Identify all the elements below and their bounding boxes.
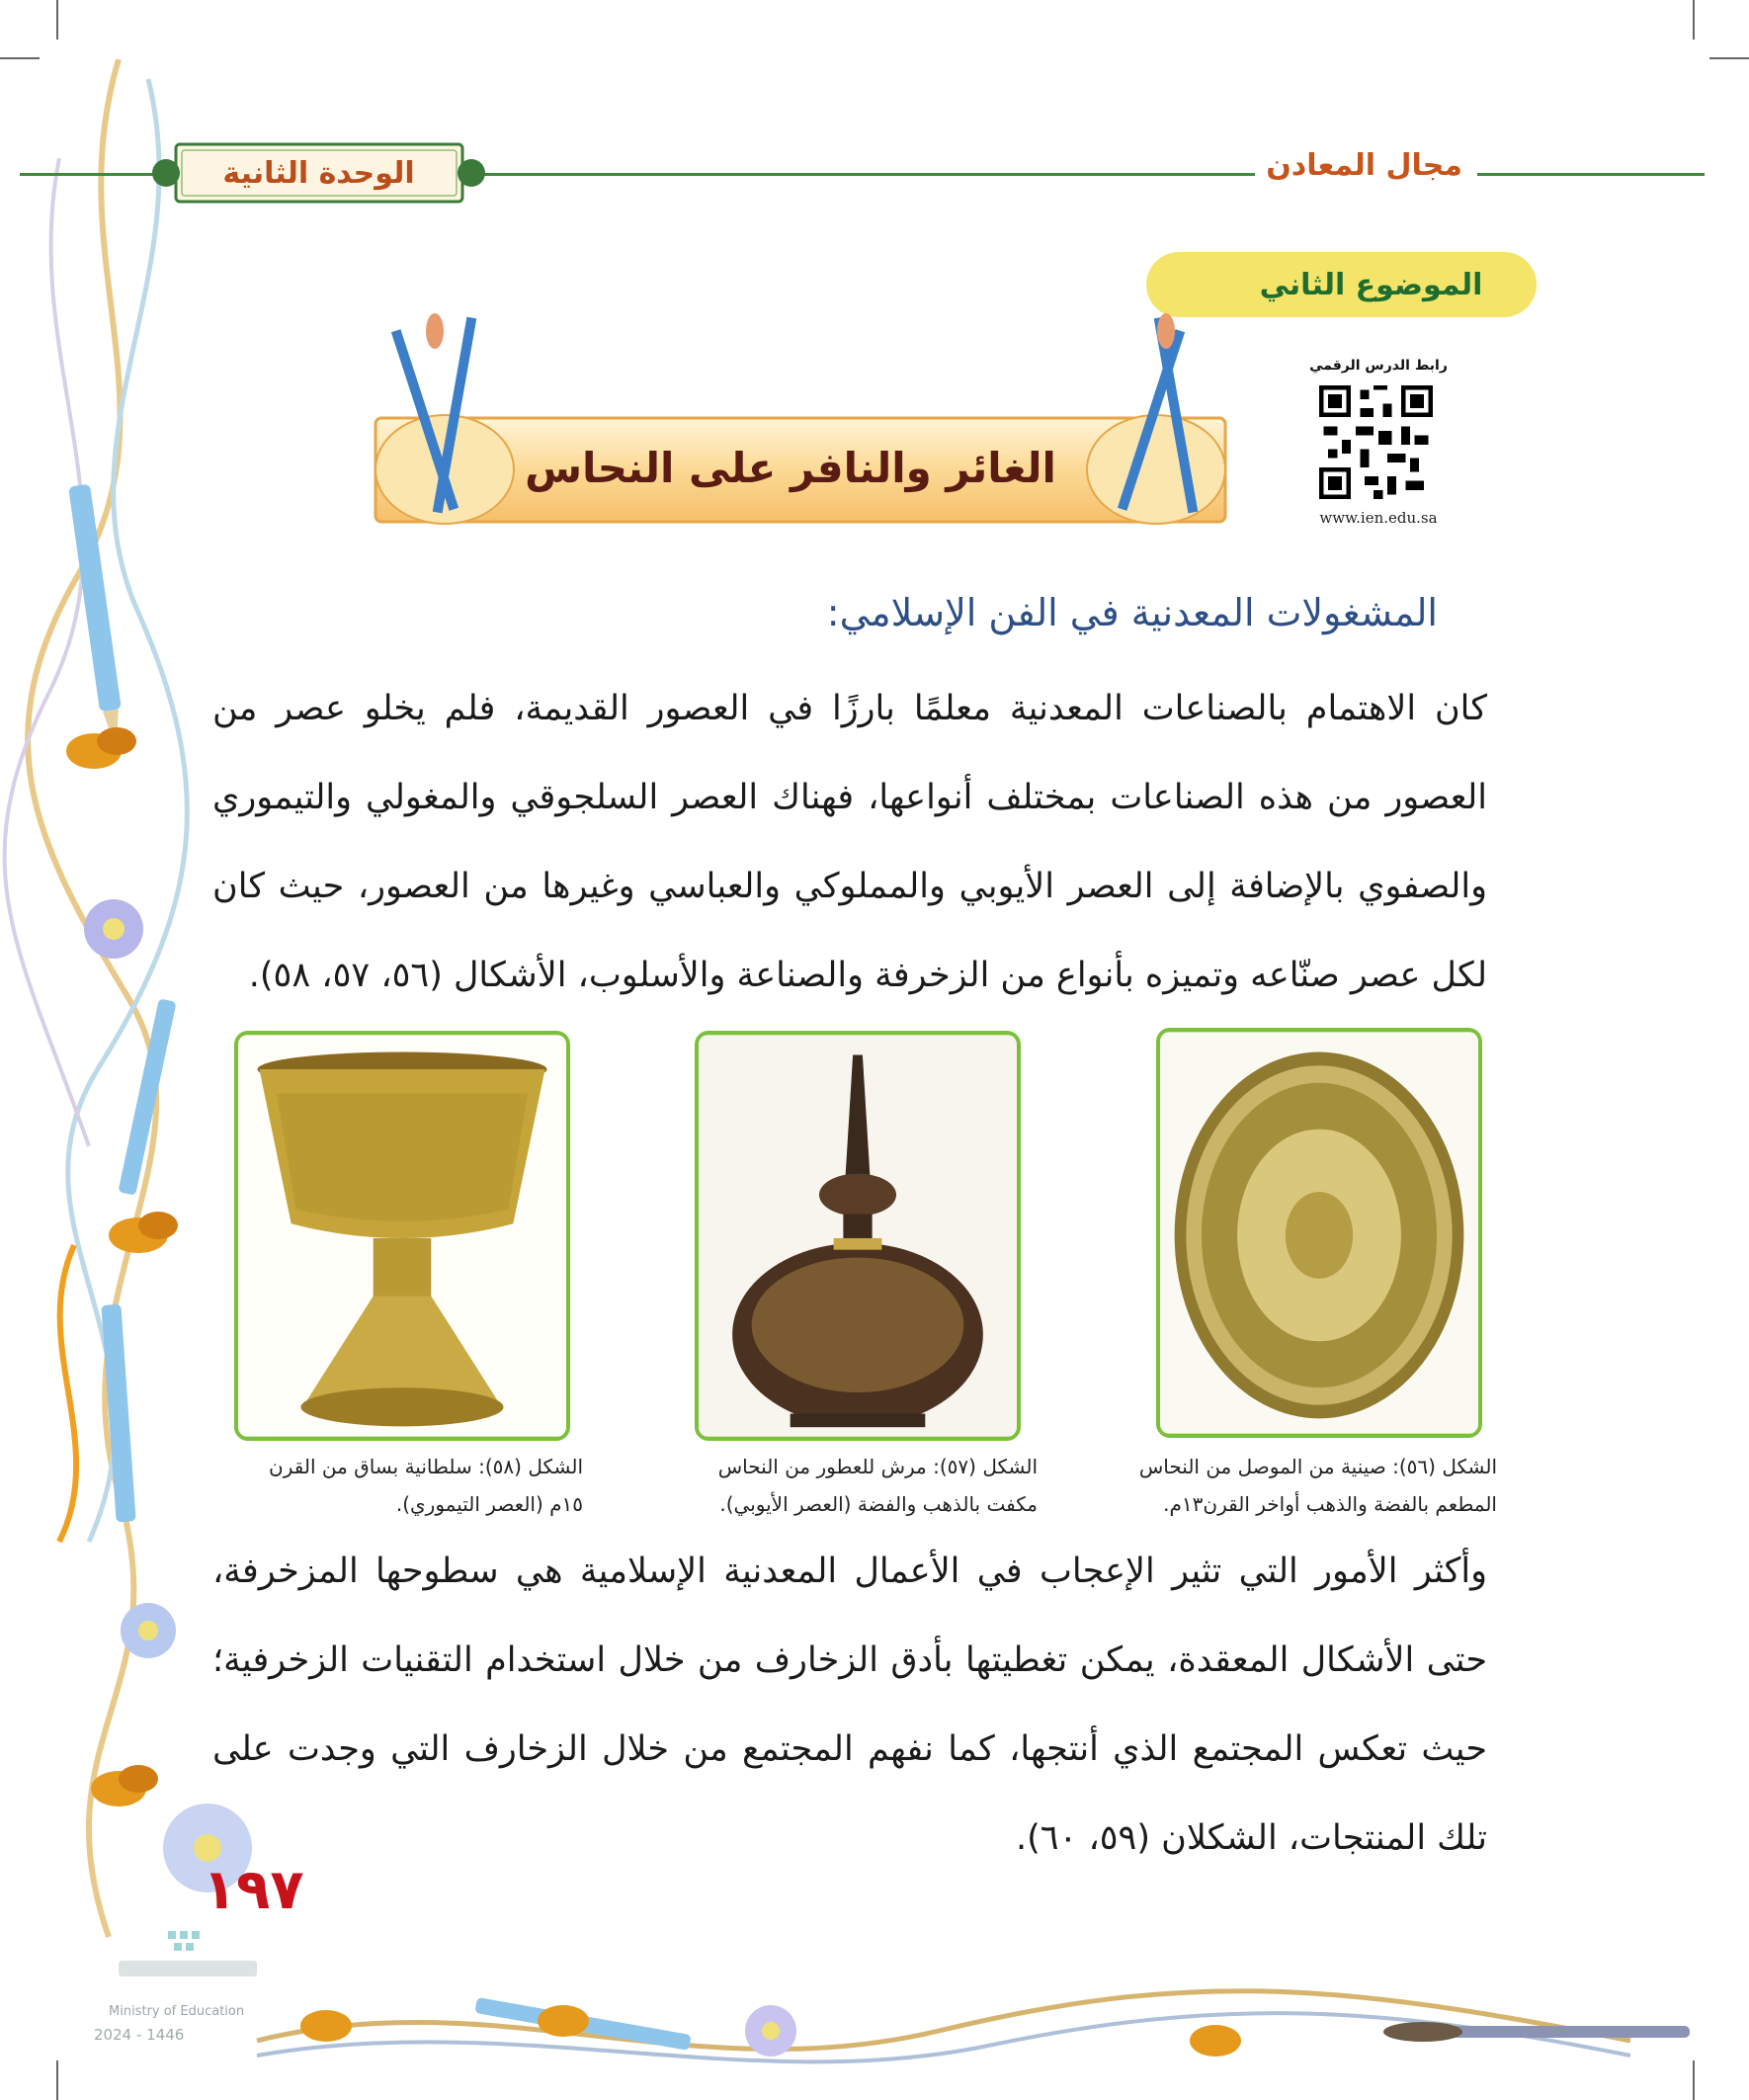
crop-mark [56,0,58,40]
flower-icon [84,899,143,959]
bowl-image [238,1035,566,1437]
field-label: مجال المعادن [1266,148,1462,183]
crop-mark [1693,0,1695,40]
ministry-name: Ministry of Education [109,2004,245,2019]
topic-label: الموضوع الثاني [1259,267,1483,302]
flower-icon [121,1603,176,1658]
caption-line: المطعم بالفضة والذهب أواخر القرن١٣م. [1163,1492,1497,1516]
caption-figure-58 [203,1448,583,1523]
caption-line: ١٥م (العصر التيموري). [395,1492,583,1516]
unit-label: الوحدة الثانية [222,155,415,191]
figure-58-bowl [234,1031,570,1441]
crop-mark [1709,57,1749,59]
qr-caption: رابط الدرس الرقمي [1309,358,1448,374]
butterfly-icon [91,1765,158,1806]
figure-57-perfume-sprinkler [695,1031,1021,1441]
caption-line: مكفت بالذهب والفضة (العصر الأيوبي). [719,1492,1038,1516]
edition-year: 2024 - 1446 [94,2026,185,2044]
header-rule-left [20,173,153,176]
butterfly-icon [300,2010,352,2042]
butterfly-icon [1190,2025,1241,2057]
tray-image [1160,1032,1478,1434]
butterfly-icon [109,1212,178,1253]
ministry-logo [109,1927,267,1986]
page-number: ١٩٧ [203,1858,304,1922]
section-heading: المشغولات المعدنية في الفن الإسلامي: [826,591,1438,634]
caption-line: الشكل (٥٨): سلطانية بساق من القرن [269,1455,583,1478]
header-rule-middle [484,173,1255,176]
header-rule-right [1477,173,1705,176]
caption-line: الشكل (٥٧): مرش للعطور من النحاس [717,1455,1038,1478]
caption-figure-56 [1102,1448,1497,1523]
butterfly-icon [66,727,136,769]
sprinkler-image [699,1035,1017,1437]
figure-56-tray [1156,1028,1482,1438]
qr-code[interactable] [1319,385,1433,499]
paragraph-decoration: وأكثر الأمور التي تثير الإعجاب في الأعمال المعدنية الإسلامية هي سطوحها المزخرفة، حتى الأشكال المعقدة، يمكن تغطيتها بأدق الزخارف من خلال استخدام التقنيات الزخرفية؛ حيث تعكس المجتمع الذي أنتجها، كما نفهم المجتمع من خلال الزخارف التي وجدت على تلك المنتجات، الشكلان (٥٩، ٦٠). [212,1552,1487,1858]
butterfly-icon [538,2005,589,2037]
caption-figure-57 [652,1448,1038,1523]
flower-icon [745,2005,796,2057]
qr-url: www.ien.edu.sa [1319,509,1438,527]
caption-line: الشكل (٥٦): صينية من الموصل من النحاس [1138,1455,1497,1478]
lesson-title: الغائر والنافر على النحاس [525,443,1056,492]
paragraph-intro: كان الاهتمام بالصناعات المعدنية معلمًا بارزًا في العصور القديمة، فلم يخلو عصر من العصور من هذه الصناعات بمختلف أنواعها، فهناك العصر السلجوقي والمغولي والتيموري والصفوي بالإضافة إلى العصر الأيوبي والمملوكي والعباسي وغيرها من العصور، حيث كان لكل عصر صنّاعه وتميزه بأنواع من الزخرفة والصناعة والأسلوب، الأشكال (٥٦، ٥٧، ٥٨). [212,689,1487,995]
